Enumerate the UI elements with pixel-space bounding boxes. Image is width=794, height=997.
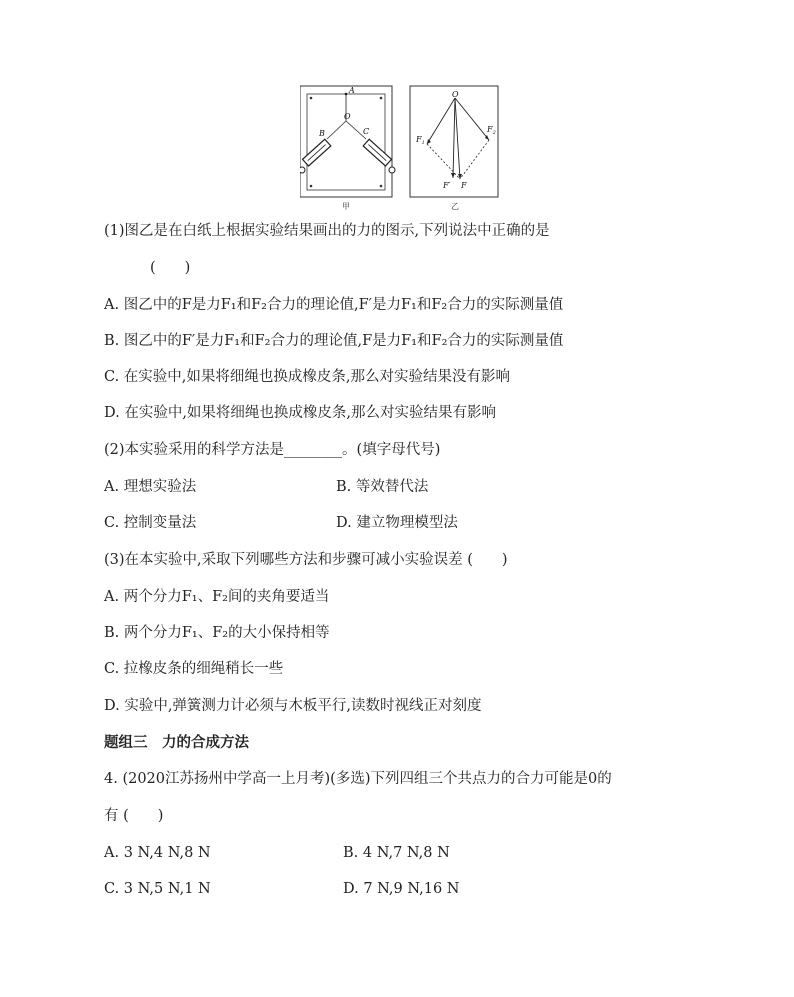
label-b: B xyxy=(319,129,325,138)
q4-option-a: A. 3 N,4 N,8 N xyxy=(104,845,211,861)
q4-option-c: C. 3 N,5 N,1 N xyxy=(104,881,211,897)
q4-stem: 4. (2020江苏扬州中学高一上月考)(多选)下列四组三个共点力的合力可能是0的 xyxy=(104,771,612,787)
q1-stem: (1)图乙是在白纸上根据实验结果画出的力的图示,下列说法中正确的是 xyxy=(104,223,550,239)
q3-stem: (3)在本实验中,采取下列哪些方法和步骤可减小实验误差 ( ) xyxy=(104,552,508,568)
caption-jia: 甲 xyxy=(342,202,350,211)
label-o-left: O xyxy=(344,112,351,121)
figure-svg xyxy=(300,84,500,216)
label-fprime: F′ xyxy=(443,181,451,190)
label-c: C xyxy=(363,127,370,136)
q2-option-d: D. 建立物理模型法 xyxy=(336,515,458,531)
experiment-figure xyxy=(300,84,500,216)
label-f: F xyxy=(461,181,467,190)
label-f1: $F_1$ xyxy=(416,135,425,146)
q3-option-d: D. 实验中,弹簧测力计必须与木板平行,读数时视线正对刻度 xyxy=(104,698,482,714)
q2-stem: (2)本实验采用的科学方法是________。(填字母代号) xyxy=(104,442,441,458)
q4-stem-continued: 有 ( ) xyxy=(104,808,164,824)
label-a: A xyxy=(349,86,355,95)
q4-option-b: B. 4 N,7 N,8 N xyxy=(343,845,450,861)
q1-option-b: B. 图乙中的F′是力F₁和F₂合力的理论值,F是力F₁和F₂合力的实际测量值 xyxy=(104,333,564,349)
q1-option-c: C. 在实验中,如果将细绳也换成橡皮条,那么对实验结果没有影响 xyxy=(104,369,511,385)
label-o-right: O xyxy=(452,90,459,99)
q2-option-b: B. 等效替代法 xyxy=(336,479,429,495)
q3-option-a: A. 两个分力F₁、F₂间的夹角要适当 xyxy=(104,589,330,605)
q1-option-a: A. 图乙中的F是力F₁和F₂合力的理论值,F′是力F₁和F₂合力的实际测量值 xyxy=(104,297,564,313)
q3-option-c: C. 拉橡皮条的细绳稍长一些 xyxy=(104,661,284,677)
q4-option-d: D. 7 N,9 N,16 N xyxy=(343,881,460,897)
label-f2: $F_2$ xyxy=(487,125,496,136)
q1-blank: ( ) xyxy=(150,260,191,276)
q2-option-c: C. 控制变量法 xyxy=(104,515,197,531)
figure-yi xyxy=(410,86,498,211)
q2-option-a: A. 理想实验法 xyxy=(104,479,197,495)
q3-option-b: B. 两个分力F₁、F₂的大小保持相等 xyxy=(104,625,330,641)
caption-yi: 乙 xyxy=(451,202,459,211)
figure-jia xyxy=(300,86,395,211)
section-title: 题组三 力的合成方法 xyxy=(104,735,249,751)
q1-option-d: D. 在实验中,如果将细绳也换成橡皮条,那么对实验结果有影响 xyxy=(104,405,497,421)
